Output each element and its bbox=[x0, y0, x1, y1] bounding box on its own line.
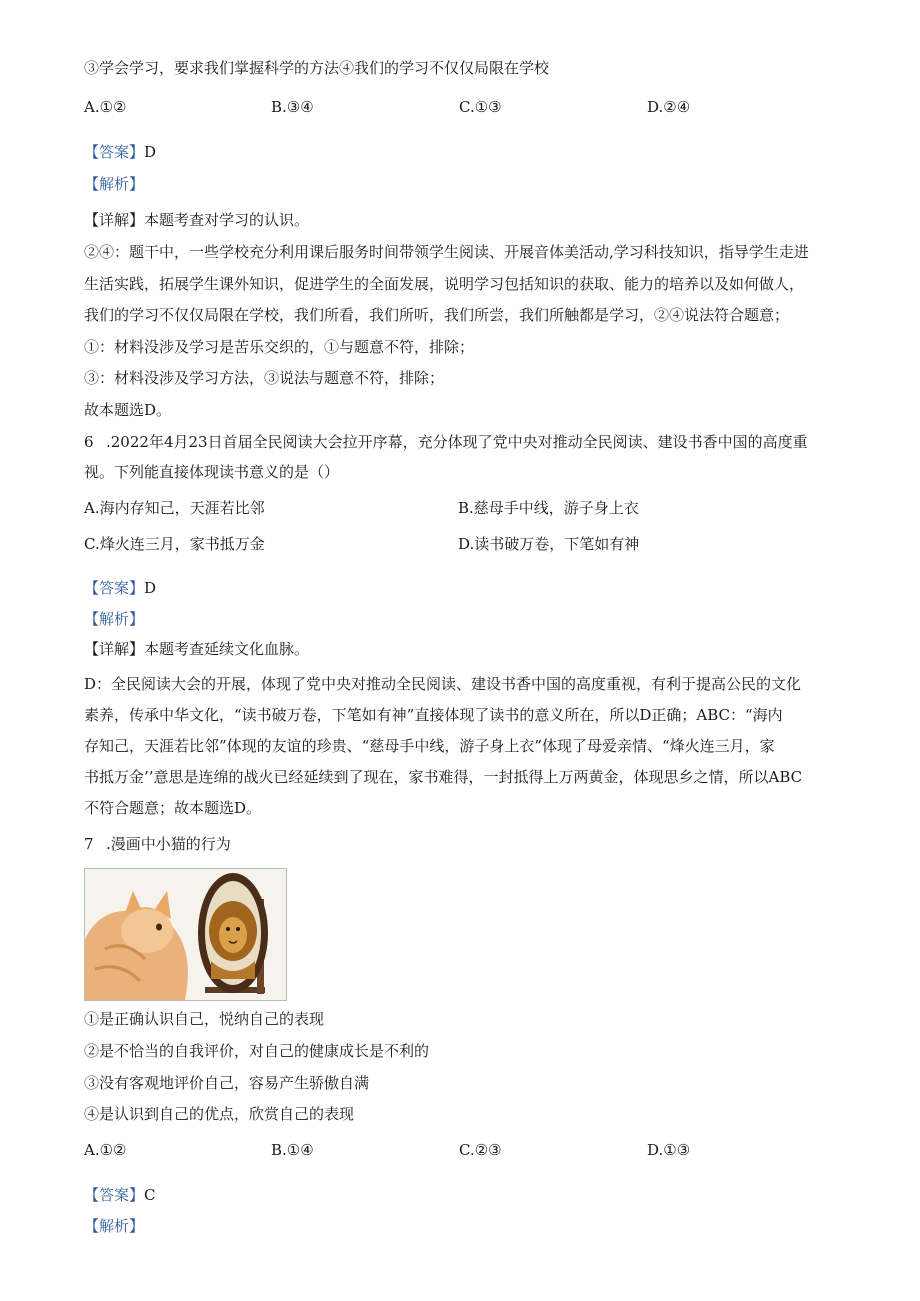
answer-value: D bbox=[144, 143, 157, 161]
q7-option-c: C.②③ bbox=[459, 1141, 502, 1159]
q6-option-a: A.海内存知己，天涯若比邻 bbox=[84, 499, 265, 517]
q6-option-b: B.慈母手中线，游子身上衣 bbox=[458, 499, 639, 517]
q7-stem-text: .漫画中小猫的行为 bbox=[106, 835, 231, 853]
prev-detail-line: 我们的学习不仅仅局限在学校，我们所看，我们所听，我们所尝，我们所触都是学习，②④说法符合题意； bbox=[84, 306, 790, 324]
detail-intro: 本题考查对学习的认识。 bbox=[144, 211, 310, 229]
q6-option-d: D.读书破万卷，下笔如有神 bbox=[458, 535, 640, 553]
answer-tag: 【答案】 bbox=[84, 1186, 145, 1204]
answer-tag: 【答案】 bbox=[84, 143, 145, 161]
q6-detail-line: 素养，传承中华文化，“读书破万卷，下笔如有神”直接体现了读书的意义所在，所以D正确；ABC：“海内 bbox=[84, 706, 783, 724]
q7-option-a: A.①② bbox=[84, 1141, 127, 1159]
q6-detail-line: 不符合题意；故本题选D。 bbox=[84, 799, 262, 817]
cartoon-illustration bbox=[85, 869, 286, 1000]
prev-detail-line: ②④：题干中，一些学校充分利用课后服务时间带领学生阅读、开展音体美活动,学习科技知识，指导学生走进 bbox=[84, 243, 809, 261]
answer-tag: 【答案】 bbox=[84, 579, 145, 597]
q7-option-b: B.①④ bbox=[271, 1141, 314, 1159]
q6-stem-line2: 视。下列能直接体现读书意义的是（） bbox=[84, 463, 340, 481]
prev-option-a: A.①② bbox=[84, 98, 127, 116]
answer-value: D bbox=[144, 579, 157, 597]
q6-number: 6 bbox=[84, 433, 94, 451]
q7-number: 7 bbox=[84, 835, 94, 853]
prev-option-c: C.①③ bbox=[459, 98, 502, 116]
prev-detail-line: 生活实践，拓展学生课外知识，促进学生的全面发展，说明学习包括知识的获取、能力的培养以及如何做人， bbox=[84, 275, 805, 293]
q7-statement: ③没有客观地评价自己，容易产生骄傲自满 bbox=[84, 1074, 370, 1092]
analysis-tag: 【解析】 bbox=[84, 175, 145, 193]
analysis-tag: 【解析】 bbox=[84, 610, 145, 628]
q6-detail-line: D：全民阅读大会的开展，体现了党中央对推动全民阅读、建设书香中国的高度重视，有利于提高公民的文化 bbox=[84, 675, 802, 693]
q7-statement: ①是正确认识自己，悦纳自己的表现 bbox=[84, 1010, 325, 1028]
q7-answer-row bbox=[84, 1185, 156, 1205]
q7-statement: ④是认识到自己的优点，欣赏自己的表现 bbox=[84, 1105, 355, 1123]
detail-tag: 【详解】 bbox=[84, 211, 145, 229]
prev-option-d: D.②④ bbox=[647, 98, 691, 116]
q6-option-c: C.烽火连三月，家书抵万金 bbox=[84, 535, 265, 553]
q6-stem-text: .2022年4月23日首届全民阅读大会拉开序幕，充分体现了党中央对推动全民阅读、建设书香中国的高度重 bbox=[106, 433, 808, 451]
q7-stem bbox=[84, 834, 231, 854]
q6-detail-line: 存知己，天涯若比邻”体现的友谊的珍贵、“慈母手中线，游子身上衣”体现了母爱亲情、“烽火连三月，家 bbox=[84, 737, 775, 755]
prev-detail-line: 故本题选D。 bbox=[84, 401, 172, 419]
prev-answer-row bbox=[84, 142, 156, 162]
q6-answer-row bbox=[84, 578, 156, 598]
answer-value: C bbox=[144, 1186, 156, 1204]
q7-statement: ②是不恰当的自我评价，对自己的健康成长是不利的 bbox=[84, 1042, 430, 1060]
q6-stem-line1 bbox=[84, 432, 808, 452]
detail-intro: 本题考查延续文化血脉。 bbox=[144, 640, 310, 658]
prev-detail-line: ③：材料没涉及学习方法，③说法与题意不符，排除； bbox=[84, 369, 445, 387]
prev-option-b: B.③④ bbox=[271, 98, 314, 116]
prev-stem-tail: ③学会学习，要求我们掌握科学的方法④我们的学习不仅仅局限在学校 bbox=[84, 59, 550, 77]
analysis-tag: 【解析】 bbox=[84, 1217, 145, 1235]
detail-tag: 【详解】 bbox=[84, 640, 145, 658]
prev-detail-line: ①：材料没涉及学习是苦乐交织的，①与题意不符，排除； bbox=[84, 338, 475, 356]
prev-detail-intro-row bbox=[84, 210, 309, 230]
q6-detail-intro-row bbox=[84, 639, 309, 659]
cat-lion-mirror-cartoon bbox=[84, 868, 287, 1001]
q6-detail-line: 书抵万金’’意思是连绵的战火已经延续到了现在，家书难得，一封抵得上万两黄金，体现思乡之情，所以ABC bbox=[84, 768, 803, 786]
q7-option-d: D.①③ bbox=[647, 1141, 691, 1159]
